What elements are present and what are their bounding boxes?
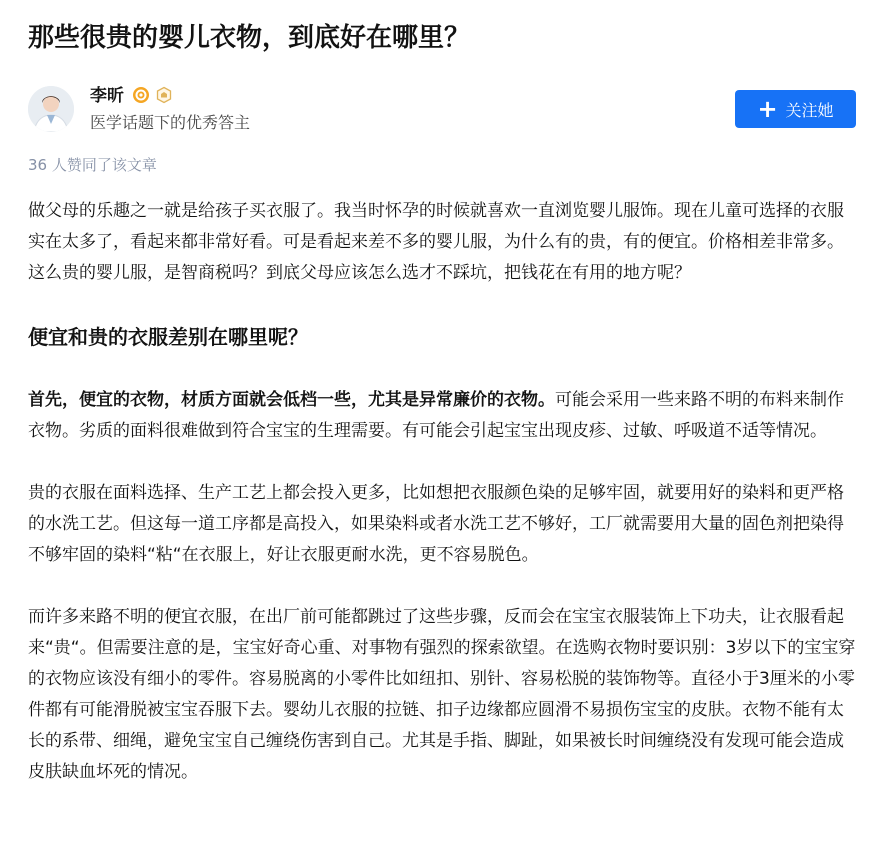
gold-certified-badge-icon[interactable] [132, 86, 150, 104]
avatar[interactable] [28, 86, 74, 132]
avatar-image [28, 86, 74, 132]
paragraph-safety: 而许多来路不明的便宜衣服，在出厂前可能都跳过了这些步骤，反而会在宝宝衣服装饰上下功夫，让衣服看起来“贵“。但需要注意的是，宝宝好奇心重、对事物有强烈的探索欲望。在选购衣物时要识别：3岁以下的宝宝穿的衣物应该没有细小的零件。容易脱离的小零件比如纽扣、别针、容易松脱的装饰物等。直径小于3厘米的小零件都有可能滑脱被宝宝吞服下去。婴幼儿衣服的拉链、扣子边缘都应圆滑不易损伤宝宝的皮肤。衣物不能有太长的系带、细绳，避免宝宝自己缠绕伤害到自己。尤其是手指、脚趾，如果被长时间缠绕没有发现可能会造成皮肤缺血坏死的情况。 [28, 607, 856, 782]
follow-button[interactable] [735, 90, 856, 128]
author-info [28, 84, 856, 136]
plus-icon: + [757, 95, 778, 123]
paragraph-intro: 做父母的乐趣之一就是给孩子买衣服了。我当时怀孕的时候就喜欢一直浏览婴儿服饰。现在儿童可选择的衣服实在太多了，看起来都非常好看。可是看起来差不多的婴儿服，为什么有的贵，有的便宜。价格相差非常多。这么贵的婴儿服，是智商税吗？到底父母应该怎么选才不踩坑，把钱花在有用的地方呢？ [28, 201, 844, 283]
vote-count: 36 人赞同了该文章 [28, 156, 157, 174]
author-name[interactable]: 李昕 [90, 86, 124, 106]
article-title: 那些很贵的婴儿衣物，到底好在哪里？ [28, 23, 471, 53]
section-heading: 便宜和贵的衣服差别在哪里呢？ [28, 325, 308, 349]
paragraph-material [28, 385, 858, 447]
excellent-answerer-badge-icon[interactable] [155, 86, 173, 104]
author-badges [132, 86, 173, 104]
paragraph-material-text: 可能会采用一些来路不明的布料来制作衣物。劣质的面料很难做到符合宝宝的生理需要。有可能会引起宝宝出现皮疹、过敏、呼吸道不适等情况。 [28, 390, 844, 441]
follow-button-label: 关注她 [785, 100, 834, 120]
author-headline: 医学话题下的优秀答主 [90, 113, 251, 132]
paragraph-material-bold: 首先，便宜的衣物，材质方面就会低档一些，尤其是异常廉价的衣物。 [28, 390, 555, 410]
paragraph-process: 贵的衣服在面料选择、生产工艺上都会投入更多，比如想把衣服颜色染的足够牢固，就要用好的染料和更严格的水洗工艺。但这每一道工序都是高投入，如果染料或者水洗工艺不够好，工厂就需要用大量的固色剂把染得不够牢固的染料“粘“在衣服上，好让衣服更耐水洗，更不容易脱色。 [28, 483, 844, 565]
article-content [28, 196, 858, 819]
